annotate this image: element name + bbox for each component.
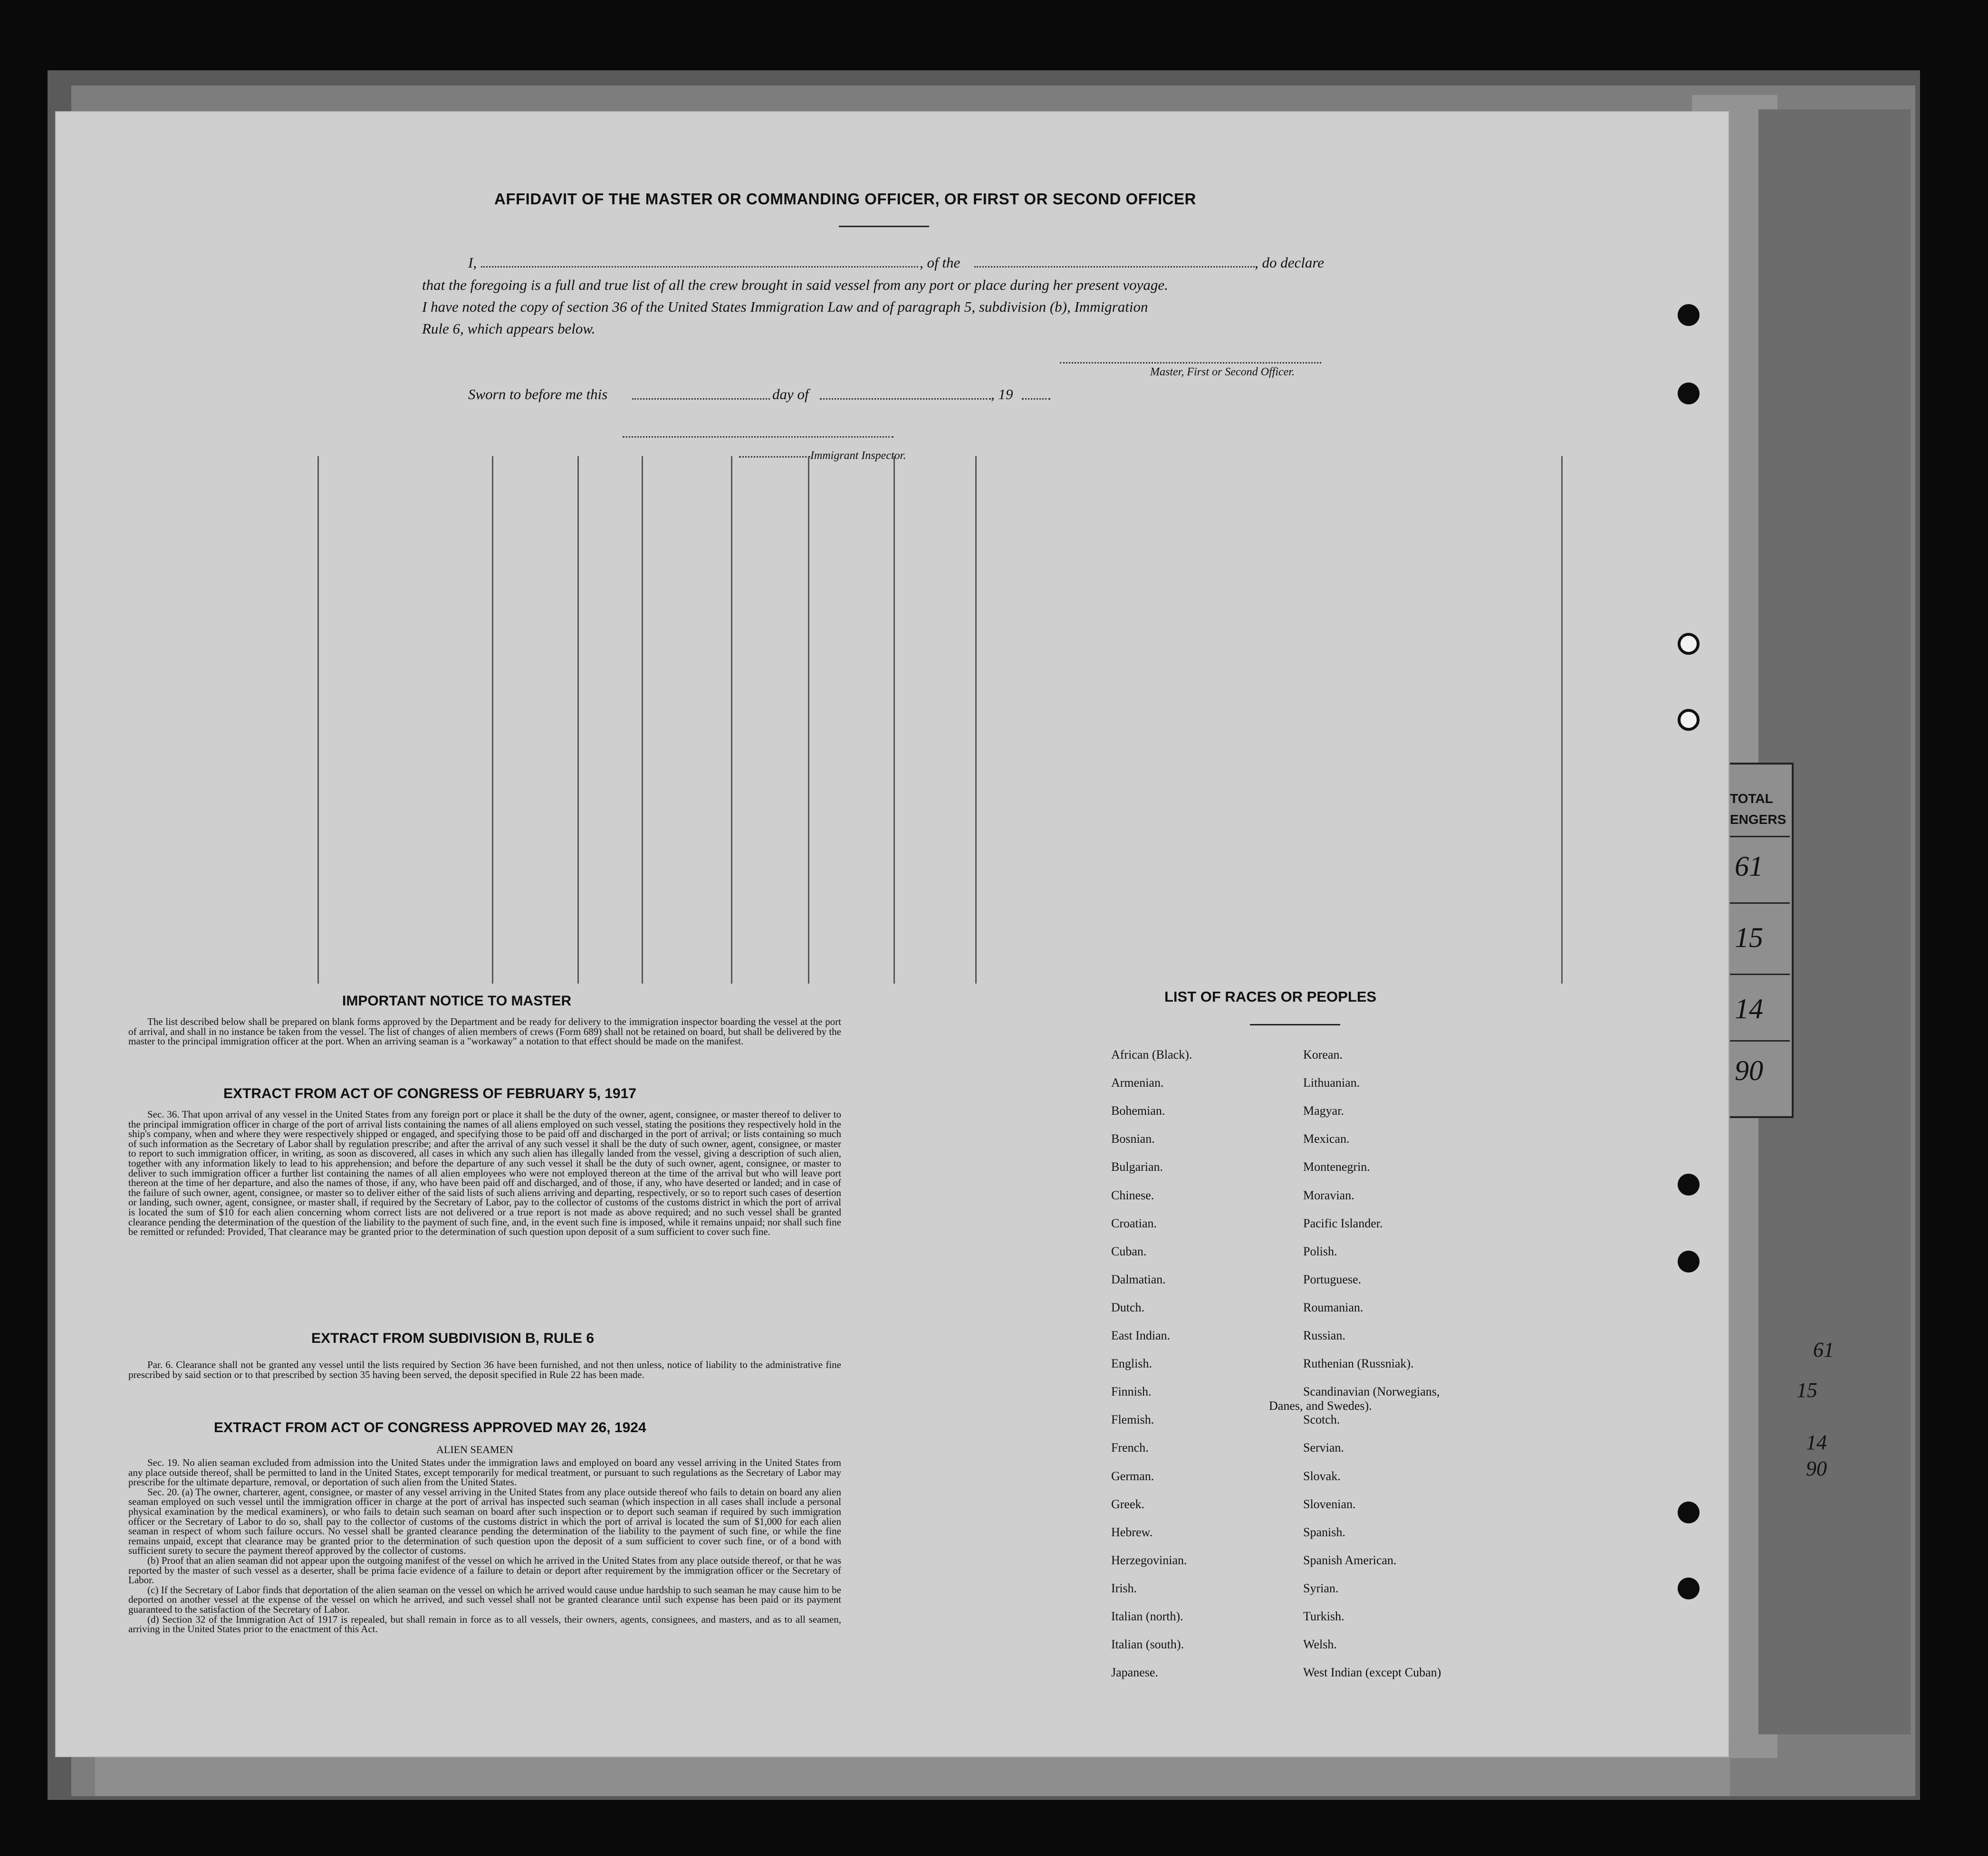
race-item: Cuban. — [1111, 1244, 1147, 1258]
race-item: German. — [1111, 1469, 1154, 1483]
race-item: Spanish. — [1303, 1525, 1345, 1539]
race-item: Bosnian. — [1111, 1132, 1155, 1146]
punch-hole — [1678, 1251, 1700, 1272]
sworn-text: Sworn to before me this — [468, 386, 608, 402]
extract-1924-paragraphs — [128, 1458, 841, 1634]
race-item: Armenian. — [1111, 1076, 1164, 1090]
sworn-year: , 19 — [991, 386, 1013, 402]
inspector-blank[interactable] — [739, 456, 810, 458]
extract-1924-sec20d: (d) Section 32 of the Immigration Act of 1917 is repealed, but shall remain in force as to all vessels, their owners, agents, consignees, and masters, and as to all seamen, arriving in the United States prior to the enactment of this Act. — [128, 1613, 841, 1635]
extract-rule6-heading: EXTRACT FROM SUBDIVISION B, RULE 6 — [311, 1330, 595, 1346]
extract-1917-text: Sec. 36. That upon arrival of any vessel in the United States from any foreign port or place it shall be the duty of the owner, agent, consignee, or master thereof to deliver to the principal immigration officer in charge of the port of arrival lists containing the names of all aliens employed on such vessel, stating the positions they respectively hold in the ship's company, when and where they were respectively shipped or engaged, and specifying those to be paid off and discharged in the port of arrival; or lists containing so much of such information as the Secretary of Labor shall by regulation prescribe; and after the arrival of any such vessel it shall be the duty of such owner, agent, consignee, or master to report to such immigration officer, in writing, as soon as discovered, all cases in which any such alien has illegally landed from the vessel, giving a description of such alien, together with any information likely to lead to his apprehension; and before the departure of any such vessel it shall be the duty of such owner, agent, consignee, or master to deliver to such immigration officer a further list containing the names of all alien employees who were not employed thereon at the time of the arrival but who will leave port thereon at the time of her departure, and also the names of those, if any, who have been paid off and discharged, and of those, if any, who have deserted or landed; and in case of the failure of such owner, agent, consignee, or master so to deliver either of the said lists of such aliens arriving and departing, respectively, or so to report such cases of desertion or landing, such owner, agent, consignee, or master shall, if required by the Secretary of Labor, pay to the collector of customs of the customs district in which the port of arrival is located the sum of $10 for each alien concerning whom correct lists are not delivered or a true report is not made as above required; and no such vessel shall be granted clearance pending the determination of the question of the liability to the payment of such fine, and, in the event such fine is imposed, while it remains unpaid; nor shall such fine be remitted or refunded: Provided, That clearance may be granted prior to the determination of such question upon deposit of a sum sufficient to cover such fine. — [128, 1109, 841, 1238]
punch-hole — [1678, 1578, 1700, 1599]
punch-hole — [1678, 304, 1700, 326]
race-item: Lithuanian. — [1303, 1076, 1360, 1090]
extract-1917-paragraph — [128, 1110, 841, 1237]
month-blank[interactable] — [820, 398, 991, 400]
race-item: East Indian. — [1111, 1329, 1171, 1342]
column-rule — [642, 456, 643, 984]
race-item: Finnish. — [1111, 1385, 1152, 1399]
race-item: Italian (south). — [1111, 1637, 1184, 1652]
race-item: Slovak. — [1303, 1469, 1341, 1483]
affidavit-declare: , do declare — [1255, 254, 1325, 271]
extract-1924-subheading: ALIEN SEAMEN — [436, 1444, 513, 1455]
race-item: Spanish American. — [1303, 1553, 1397, 1567]
race-item: Italian (north). — [1111, 1609, 1183, 1623]
extract-1924-sec19: Sec. 19. No alien seaman excluded from admission into the United States under the immigration laws and employed on board any vessel arriving in the United States from any place outside thereof, shall be permitted to land in the United States, except temporarily for medical treatment, or pursuant to such regulations as the Secretary of Labor may prescribe for the ultimate departure, removal, or deportation of such alien from the United States. — [128, 1457, 841, 1488]
race-item: Croatian. — [1111, 1216, 1157, 1230]
extract-1917-heading: EXTRACT FROM ACT OF CONGRESS OF FEBRUARY 5, 1917 — [223, 1086, 636, 1101]
race-item: Dalmatian. — [1111, 1272, 1166, 1286]
margin-tally-value: 15 — [1796, 1378, 1817, 1402]
total-header-line1: TOTAL — [1730, 791, 1773, 806]
race-item: Korean. — [1303, 1048, 1343, 1062]
divider — [1730, 1040, 1790, 1042]
race-item: Russian. — [1303, 1329, 1345, 1342]
race-item: Polish. — [1303, 1244, 1337, 1258]
punch-hole — [1678, 1502, 1700, 1523]
vessel-blank[interactable] — [974, 266, 1255, 268]
extract-1924-sec20a: Sec. 20. (a) The owner, charterer, agent, consignee, or master of any vessel arriving in the United States from any place outside thereof who fails to detain on board any alien seaman employed on such vessel until the immigration officer in charge at the port of arrival has inspected such seaman (which inspection in all cases shall include a personal physical examination by the medical examiners), or who fails to detain such seaman on board after such inspection or to deport such seaman if required by such immigration officer or the Secretary of Labor to do so, shall pay to the collector of customs of the customs district in which the port of arrival is located the sum of $1,000 for each alien seaman in respect of whom such failure occurs. No vessel shall be granted clearance pending the determination of the liability to the payment of such fine, or while the fine remains unpaid, except that clearance may be granted prior to the determination of such question upon the deposit of a sum sufficient to cover such fine, or of a bond with sufficient surety to secure the payment thereof approved by the collector of customs. — [128, 1486, 841, 1557]
race-item: French. — [1111, 1441, 1149, 1455]
race-item: Chinese. — [1111, 1188, 1154, 1202]
race-item: Dutch. — [1111, 1300, 1145, 1314]
races-rule — [1250, 1024, 1340, 1025]
race-item: Slovenian. — [1303, 1497, 1356, 1511]
column-rule — [893, 456, 895, 984]
race-item: Portuguese. — [1303, 1272, 1362, 1286]
race-item: Danes, and Swedes). — [1269, 1399, 1372, 1413]
affidavit-line4: Rule 6, which appears below. — [422, 320, 595, 337]
affidavit-of-the: , of the — [920, 254, 960, 271]
race-item: Syrian. — [1303, 1581, 1339, 1595]
notice-paragraph — [128, 1017, 841, 1046]
column-rule — [731, 456, 732, 984]
inspector-signature-blank[interactable] — [623, 436, 893, 438]
race-item: Scotch. — [1303, 1413, 1340, 1427]
race-item: Montenegrin. — [1303, 1160, 1370, 1174]
punch-hole — [1678, 383, 1700, 404]
name-blank[interactable] — [481, 266, 918, 268]
race-item: Magyar. — [1303, 1104, 1344, 1118]
race-item: Turkish. — [1303, 1609, 1345, 1623]
total-header — [1730, 788, 1786, 830]
master-signature-blank[interactable] — [1060, 362, 1321, 364]
total-value: 15 — [1735, 922, 1763, 953]
race-item: Moravian. — [1303, 1188, 1354, 1202]
column-rule — [975, 456, 977, 984]
extract-1924-heading: EXTRACT FROM ACT OF CONGRESS APPROVED MAY 26, 1924 — [214, 1420, 646, 1435]
total-header-line2: ENGERS — [1730, 812, 1786, 827]
punch-hole — [1678, 633, 1700, 655]
affidavit-line3: I have noted the copy of section 36 of the United States Immigration Law and of paragraph 5, subdivision (b), Immigration — [422, 298, 1148, 315]
notice-text: The list described below shall be prepared on blank forms approved by the Department and be ready for delivery to the immigration inspector boarding the vessel at the port of arrival, and shall in no instance be taken from the vessel. The list of changes of alien members of crews (Form 689) shall not be retained on board, but shall be delivered by the master to the principal immigration officer at the port. When an arriving seaman is a "workaway" a notation to that effect should be made on the manifest. — [128, 1016, 841, 1047]
column-rule — [317, 456, 319, 984]
extract-rule6-paragraph — [128, 1360, 841, 1379]
title-rule — [839, 226, 929, 227]
race-item: Scandinavian (Norwegians, — [1303, 1385, 1440, 1399]
divider — [1730, 836, 1790, 837]
divider — [1730, 974, 1790, 975]
extract-1924-sec20b: (b) Proof that an alien seaman did not appear upon the outgoing manifest of the vessel on which he arrived in the United States from any place outside thereof, or that he was reported by the master of such vessel as a deserter, shall be prima facie evidence of a failure to detain or deport after requirement by the immigration officer or the Secretary of Labor. — [128, 1554, 841, 1586]
total-passengers-tab — [1730, 763, 1794, 1118]
race-item: Bulgarian. — [1111, 1160, 1163, 1174]
inspector-label: Immigrant Inspector. — [810, 450, 906, 462]
extract-1924-sec20c: (c) If the Secretary of Labor finds that deportation of the alien seaman on the vessel on which he arrived would cause undue hardship to such seaman he may cause him to be deported on another vessel at the expense of the vessel on which he arrived, and such vessel shall not be granted clearance until such expense has been paid or its payment guaranteed to the satisfaction of the Secretary of Labor. — [128, 1584, 841, 1615]
race-item: Japanese. — [1111, 1665, 1158, 1680]
divider — [1730, 902, 1790, 904]
notice-heading: IMPORTANT NOTICE TO MASTER — [342, 993, 572, 1009]
year-blank[interactable] — [1022, 398, 1050, 400]
extract-rule6-text: Par. 6. Clearance shall not be granted any vessel until the lists required by Section 36 have been furnished, and not then unless, notice of liability to the administrative fine prescribed by said section or to that prescribed by section 35 having been served, the deposit specified in Rule 22 has been made. — [128, 1359, 841, 1380]
race-item: English. — [1111, 1357, 1152, 1371]
master-signature-label: Master, First or Second Officer. — [1150, 366, 1295, 378]
race-item: Roumanian. — [1303, 1300, 1364, 1314]
total-value: 14 — [1735, 993, 1763, 1024]
race-item: Flemish. — [1111, 1413, 1154, 1427]
punch-hole — [1678, 1174, 1700, 1196]
sworn-day-of: day of — [772, 386, 809, 402]
race-item: Ruthenian (Russniak). — [1303, 1357, 1414, 1371]
column-rule — [577, 456, 579, 984]
race-item: Welsh. — [1303, 1637, 1337, 1652]
total-value: 61 — [1735, 851, 1763, 882]
race-item: Servian. — [1303, 1441, 1344, 1455]
race-item: Greek. — [1111, 1497, 1145, 1511]
affidavit-i: I, — [468, 254, 477, 271]
day-blank[interactable] — [632, 398, 770, 400]
affidavit-title: AFFIDAVIT OF THE MASTER OR COMMANDING OFFICER, OR FIRST OR SECOND OFFICER — [494, 190, 1196, 208]
race-item: Herzegovinian. — [1111, 1553, 1187, 1567]
affidavit-line2: that the foregoing is a full and true list of all the crew brought in said vessel from any port or place during her present voyage. — [422, 277, 1168, 293]
race-item: Bohemian. — [1111, 1104, 1165, 1118]
race-item: African (Black). — [1111, 1048, 1192, 1062]
total-value: 90 — [1735, 1055, 1763, 1086]
race-item: Mexican. — [1303, 1132, 1350, 1146]
column-rule — [1561, 456, 1563, 984]
margin-tally-value: 90 — [1806, 1457, 1827, 1480]
punch-hole — [1678, 709, 1700, 731]
column-rule — [808, 456, 809, 984]
margin-tally-value: 61 — [1813, 1338, 1834, 1361]
column-rule — [492, 456, 493, 984]
race-item: Hebrew. — [1111, 1525, 1153, 1539]
race-item: Irish. — [1111, 1581, 1137, 1595]
races-heading: LIST OF RACES OR PEOPLES — [1164, 988, 1377, 1005]
race-item: Pacific Islander. — [1303, 1216, 1383, 1230]
race-item: West Indian (except Cuban) — [1303, 1665, 1441, 1680]
margin-tally-value: 14 — [1806, 1431, 1827, 1454]
